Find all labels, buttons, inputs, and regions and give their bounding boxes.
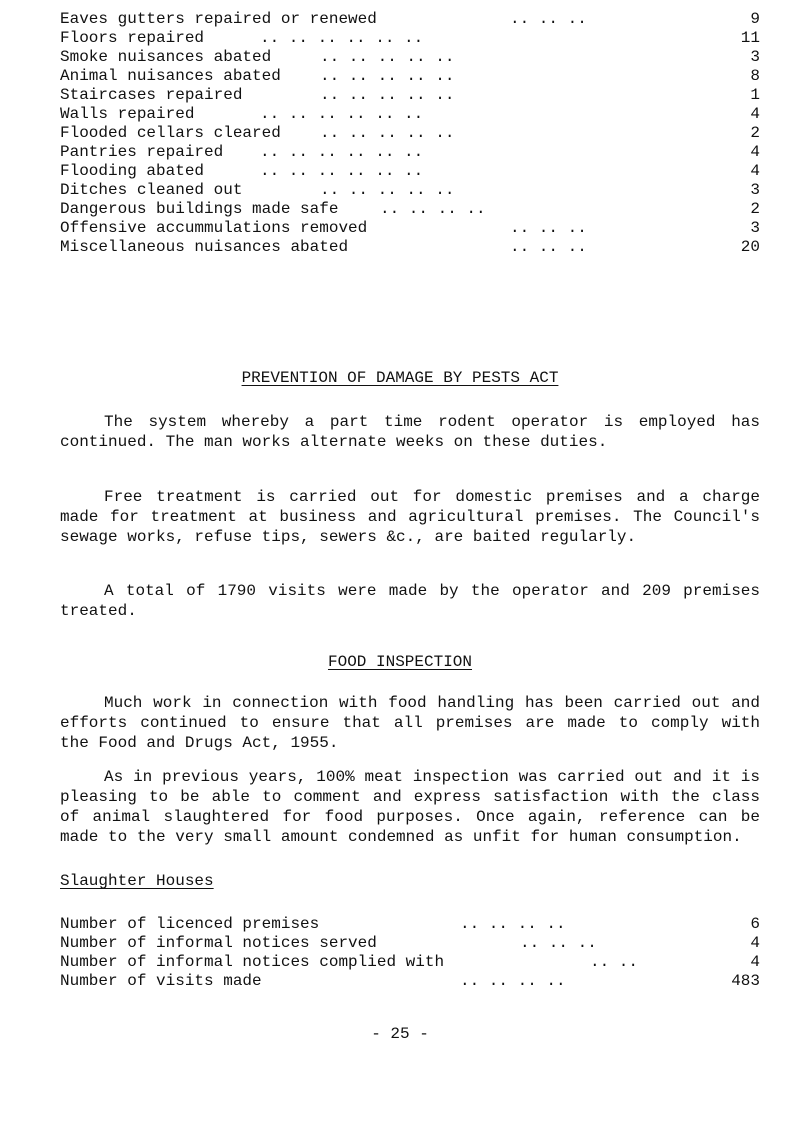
list-item bbox=[60, 200, 760, 219]
item-label: Walls repaired bbox=[60, 105, 195, 123]
item-label: Dangerous buildings made safe bbox=[60, 200, 339, 218]
leader-dots: .. .. bbox=[590, 953, 639, 971]
item-label: Flooding abated bbox=[60, 162, 205, 180]
leader-dots: .. .. .. .. .. .. bbox=[260, 162, 424, 180]
section-heading-food: FOOD INSPECTION bbox=[327, 653, 473, 671]
list-item bbox=[60, 143, 760, 162]
list-item bbox=[60, 181, 760, 200]
leader-dots: .. .. .. bbox=[520, 934, 597, 952]
list-item bbox=[60, 915, 760, 934]
leader-dots: .. .. .. .. .. .. bbox=[260, 105, 424, 123]
item-label: Staircases repaired bbox=[60, 86, 243, 104]
leader-dots: .. .. .. .. .. bbox=[320, 86, 455, 104]
nuisances-list bbox=[60, 10, 760, 257]
list-item bbox=[60, 238, 760, 257]
pests-paragraph-1: The system whereby a part time rodent operator is employed has continued. The man works alternate weeks on these duties. bbox=[60, 413, 760, 451]
item-value: 20 bbox=[740, 238, 760, 256]
item-label: Number of informal notices served bbox=[60, 934, 377, 952]
page-number: - 25 - bbox=[371, 1025, 429, 1043]
item-label: Number of visits made bbox=[60, 972, 262, 990]
item-label: Miscellaneous nuisances abated bbox=[60, 238, 349, 256]
item-value: 1 bbox=[750, 86, 760, 104]
item-value: 8 bbox=[750, 67, 760, 85]
leader-dots: .. .. .. .. .. bbox=[320, 124, 455, 142]
list-item bbox=[60, 48, 760, 67]
list-item bbox=[60, 105, 760, 124]
item-value: 3 bbox=[750, 48, 760, 66]
list-item bbox=[60, 67, 760, 86]
item-label: Animal nuisances abated bbox=[60, 67, 281, 85]
leader-dots: .. .. .. .. .. bbox=[320, 67, 455, 85]
item-value: 4 bbox=[750, 162, 760, 180]
item-label: Floors repaired bbox=[60, 29, 205, 47]
slaughter-houses-list bbox=[60, 915, 760, 991]
list-item bbox=[60, 219, 760, 238]
pests-paragraph-2: Free treatment is carried out for domestic premises and a charge made for treatment at business and agricultural premises. The Council's sewage works, refuse tips, sewers &c., are baited regularly. bbox=[60, 488, 760, 546]
leader-dots: .. .. .. bbox=[510, 219, 587, 237]
pests-paragraph-3: A total of 1790 visits were made by the operator and 209 premises treated. bbox=[60, 582, 760, 620]
food-paragraph-2: As in previous years, 100% meat inspection was carried out and it is pleasing to be able to comment and express satisfaction with the class of animal slaughtered for food purposes. Once again, reference can be made to the very small amount condemned as unfit for human consumption. bbox=[60, 768, 760, 846]
food-paragraph-1: Much work in connection with food handling has been carried out and efforts continued to ensure that all premises are made to comply with the Food and Drugs Act, 1955. bbox=[60, 694, 760, 752]
item-value: 483 bbox=[731, 972, 760, 990]
item-value: 9 bbox=[750, 10, 760, 28]
item-label: Number of informal notices complied with bbox=[60, 953, 445, 971]
item-value: 2 bbox=[750, 200, 760, 218]
leader-dots: .. .. .. .. bbox=[460, 915, 566, 933]
leader-dots: .. .. .. bbox=[510, 10, 587, 28]
leader-dots: .. .. .. .. .. .. bbox=[260, 29, 424, 47]
list-item bbox=[60, 29, 760, 48]
item-value: 4 bbox=[750, 953, 760, 971]
leader-dots: .. .. .. .. .. bbox=[320, 181, 455, 199]
item-value: 3 bbox=[750, 181, 760, 199]
leader-dots: .. .. .. .. bbox=[380, 200, 486, 218]
list-item bbox=[60, 953, 760, 972]
leader-dots: .. .. .. .. bbox=[460, 972, 566, 990]
item-value: 4 bbox=[750, 934, 760, 952]
list-item bbox=[60, 934, 760, 953]
item-label: Flooded cellars cleared bbox=[60, 124, 281, 142]
item-label: Offensive accummulations removed bbox=[60, 219, 368, 237]
item-label: Ditches cleaned out bbox=[60, 181, 243, 199]
item-label: Eaves gutters repaired or renewed bbox=[60, 10, 377, 28]
list-item bbox=[60, 162, 760, 181]
item-value: 3 bbox=[750, 219, 760, 237]
item-value: 11 bbox=[740, 29, 760, 47]
list-item bbox=[60, 10, 760, 29]
list-item bbox=[60, 972, 760, 991]
leader-dots: .. .. .. .. .. bbox=[320, 48, 455, 66]
item-value: 6 bbox=[750, 915, 760, 933]
list-item bbox=[60, 124, 760, 143]
item-value: 2 bbox=[750, 124, 760, 142]
item-label: Number of licenced premises bbox=[60, 915, 320, 933]
list-item bbox=[60, 86, 760, 105]
slaughter-houses-heading: Slaughter Houses bbox=[60, 872, 214, 890]
item-value: 4 bbox=[750, 105, 760, 123]
item-label: Pantries repaired bbox=[60, 143, 224, 161]
item-label: Smoke nuisances abated bbox=[60, 48, 272, 66]
item-value: 4 bbox=[750, 143, 760, 161]
leader-dots: .. .. .. .. .. .. bbox=[260, 143, 424, 161]
section-heading-pests: PREVENTION OF DAMAGE BY PESTS ACT bbox=[241, 369, 559, 387]
leader-dots: .. .. .. bbox=[510, 238, 587, 256]
